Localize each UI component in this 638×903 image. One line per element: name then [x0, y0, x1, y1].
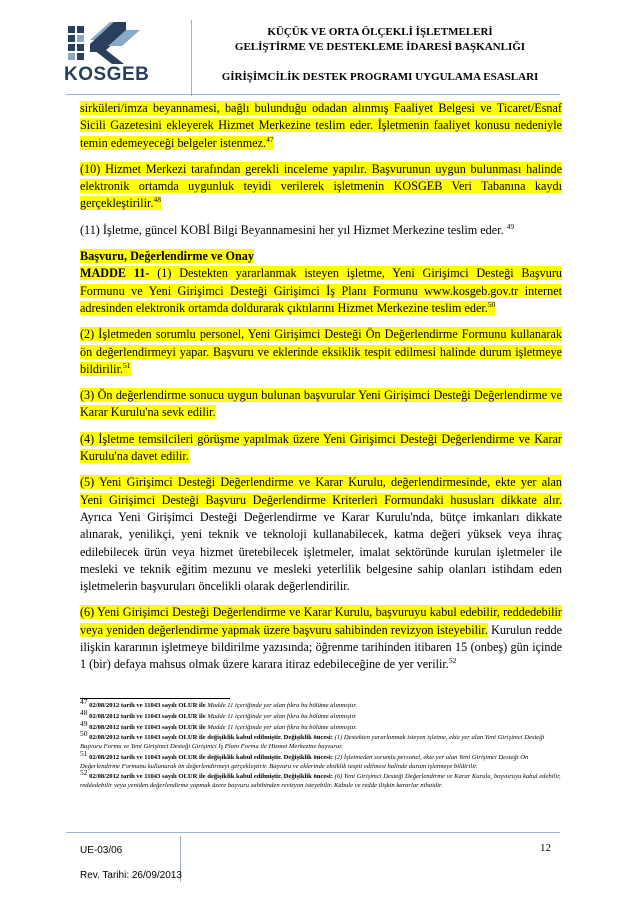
madde-11-paragraph-6: (6) Yeni Girişimci Desteği Değerlendirme ve Karar Kurulu, başvuruyu kabul edebilir, reddedebilir veya yeniden değerlendirme yapmak üzere başvuru sahibinden revizyon isteyebilir. Kurulun redde ilişkin kararının işletmeye bildirilme yazısında; öğrenme tarihinden itibaren 15 (onbeş) gün içinde 1 (bir) defaya mahsus olmak üzere karara itiraz edebileceğine de yer verilir.$^{52}$ [80, 605, 562, 672]
madde-11-paragraph-1: MADDE 11- (1) Destekten yararlanmak isteyen işletme, Yeni Girişimci Desteği Başvuru Formunu ve Yeni Girişimci Desteği Girişimci İş Planı Formunu www.kosgeb.gov.tr internet adresinden elektronik ortamda doldurarak çıktılarını Hizmet Merkezine teslim eder.$^{50}$ [80, 266, 562, 315]
header-institution-line2: GELİŞTİRME VE DESTEKLEME İDARESİ BAŞKANLIĞI [234, 41, 526, 53]
footnote-separator [80, 698, 230, 699]
footnote-ref-49: 49 [506, 221, 515, 231]
madde-11-paragraph-2: (2) İşletmeden sorumlu personel, Yeni Girişimci Desteği Ön Değerlendirme Formunu kullanarak ön değerlendirmeyi yapar. Başvuru ve eklerinde eksiklik tespit edilmesi halinde durum işletmeye bildirilir.$^{51}$ [80, 327, 562, 376]
footer-rule [66, 832, 560, 833]
header-document-title: GİRİŞİMCİLİK DESTEK PROGRAMI UYGULAMA ESASLARI [221, 71, 539, 83]
footnote-ref-47: 47 [266, 134, 274, 144]
footnote-ref-50: 50 [487, 299, 496, 309]
footnote-ref-52: 52 [448, 656, 457, 666]
footnote-ref-48: 48 [153, 195, 161, 205]
header-divider [191, 20, 192, 96]
madde-11-paragraph-5: (5) Yeni Girişimci Desteği Değerlendirme ve Karar Kurulu, değerlendirmesinde, ekte yer alan Yeni Girişimci Desteği Başvuru Değerlendirme Kriterleri Formundaki hususları dikkate alır. Ayrıca Yeni Girişimci Desteği Değerlendirme ve Karar Kurulu'nda, bütçe imkanları dikkate alınarak, yenilikçi, yeni teknik ve teknoloji kullanabilecek, katma değeri yüksek veya ihraç edilebilecek ürün veya hizmet üretebilecek işletmeler, imalat sektöründe kurulan işletmeler ile mesleki ve teknik eğitim mezunu ve mesleki yeterlilik belgesine sahip olanları istihdam eden işletmelerin başvuruları öncelikli olarak değerlendirilir. [80, 475, 562, 594]
footnote-49: $^{49}$ 02/08/2012 tarih ve 11043 sayılı OLUR ile Madde 11 içeriğinde yer alan fıkra bu bölüme alınmıştır. [80, 718, 357, 731]
paragraph-9-continuation: sirküleri/imza beyannamesi, bağlı bulunduğu odadan alınmış Faaliyet Belgesi ve Ticaret/Esnaf Sicili Gazetesini ekleyerek Hizmet Merkezine teslim eder. İşletmenin faaliyet konusu nedeniyle temin edemeyeceği belgeler istenmez.$^{47}$ [80, 101, 562, 150]
paragraph-10: (10) Hizmet Merkezi tarafından gerekli inceleme yapılır. Başvurunun uygun bulunması halinde elektronik ortamda uygunluk teyidi verilerek işletmenin KOSGEB Veri Tabanına kaydı gerçekleştirilir.$^{48}$ [80, 161, 562, 211]
section-heading: Başvuru, Değerlendirme ve Onay [80, 249, 254, 264]
footnote-52: $^{52}$ 02/08/2012 tarih ve 11043 sayılı OLUR ile değişiklik kabul edilmiştir. Değişiklik öncesi: (6) Yeni Girişimci Desteği Değerlendirme ve Karar Kurulu, başvuruyu kabul edebilir, reddedebilir veya yeniden değerlendirme yapmak üzere başvuru sahibinden revizyon isteyebilir. Kabule ve redde ilişkin kararlar nihaidir. [80, 768, 561, 789]
footnote-ref-51: 51 [123, 360, 131, 370]
madde-11-paragraph-3: (3) Ön değerlendirme sonucu uygun bulunan başvurular Yeni Girişimci Desteği Değerlendirme ve Karar Kurulu'na sevk edilir. [80, 388, 562, 420]
paragraph-11: (11) İşletme, güncel KOBİ Bilgi Beyannamesini her yıl Hizmet Merkezine teslim eder. $^{49}$ [80, 221, 515, 237]
document-body [80, 100, 562, 683]
madde-11-paragraph-4: (4) İşletme temsilcileri görüşme yapılmak üzere Yeni Girişimci Desteği Değerlendirme ve Karar Kurulu'na davet edilir. [80, 431, 562, 464]
footnote-50: $^{50}$ 02/08/2012 tarih ve 11043 sayılı OLUR ile değişiklik kabul edilmiştir. Değişiklik öncesi: (1) Destekten yararlanmak isteyen işletme, ekte yer alan Yeni Girişimci Desteği Başvuru Formu ve Yeni Girişimci Desteği Girişimci İş Planı Formu ile Hizmet Merkezine başvurur. [80, 729, 545, 751]
document-code: UE-03/06 [80, 845, 123, 856]
logo-wordmark: KOSGEB [64, 64, 150, 85]
footnote-47: $^{47}$ 02/08/2012 tarih ve 11043 sayılı OLUR ile Madde 11 içeriğinde yer alan fıkra bu bölüme alınmıştır. [80, 697, 357, 710]
revision-date: Rev. Tarihi: 26/09/2013 [80, 870, 182, 881]
header-rule [66, 94, 560, 95]
footnotes [80, 697, 562, 792]
footnote-48: $^{48}$ 02/08/2012 tarih ve 11043 sayılı OLUR ile Madde 11 içeriğinde yer alan fıkra bu bölüme alınmıştır. [80, 707, 357, 720]
header-institution-line1: KÜÇÜK VE ORTA ÖLÇEKLİ İŞLETMELERİ [267, 26, 493, 38]
footnote-51: $^{51}$ 02/08/2012 tarih ve 11043 sayılı OLUR ile değişiklik kabul edilmiştir. Değişiklik öncesi: (2) İşletmeden sorumlu personel, ekte yer alan Yeni Girişimci Desteği Ön Değerlendirme Formunu kullanarak ön değerlendirmeyi gerçekleştirir. Başvuru ve eklerinde eksiklik tespit edilmesi halinde durum işletmeye bildirilir. [80, 748, 529, 770]
page-number: 12 [540, 842, 551, 854]
